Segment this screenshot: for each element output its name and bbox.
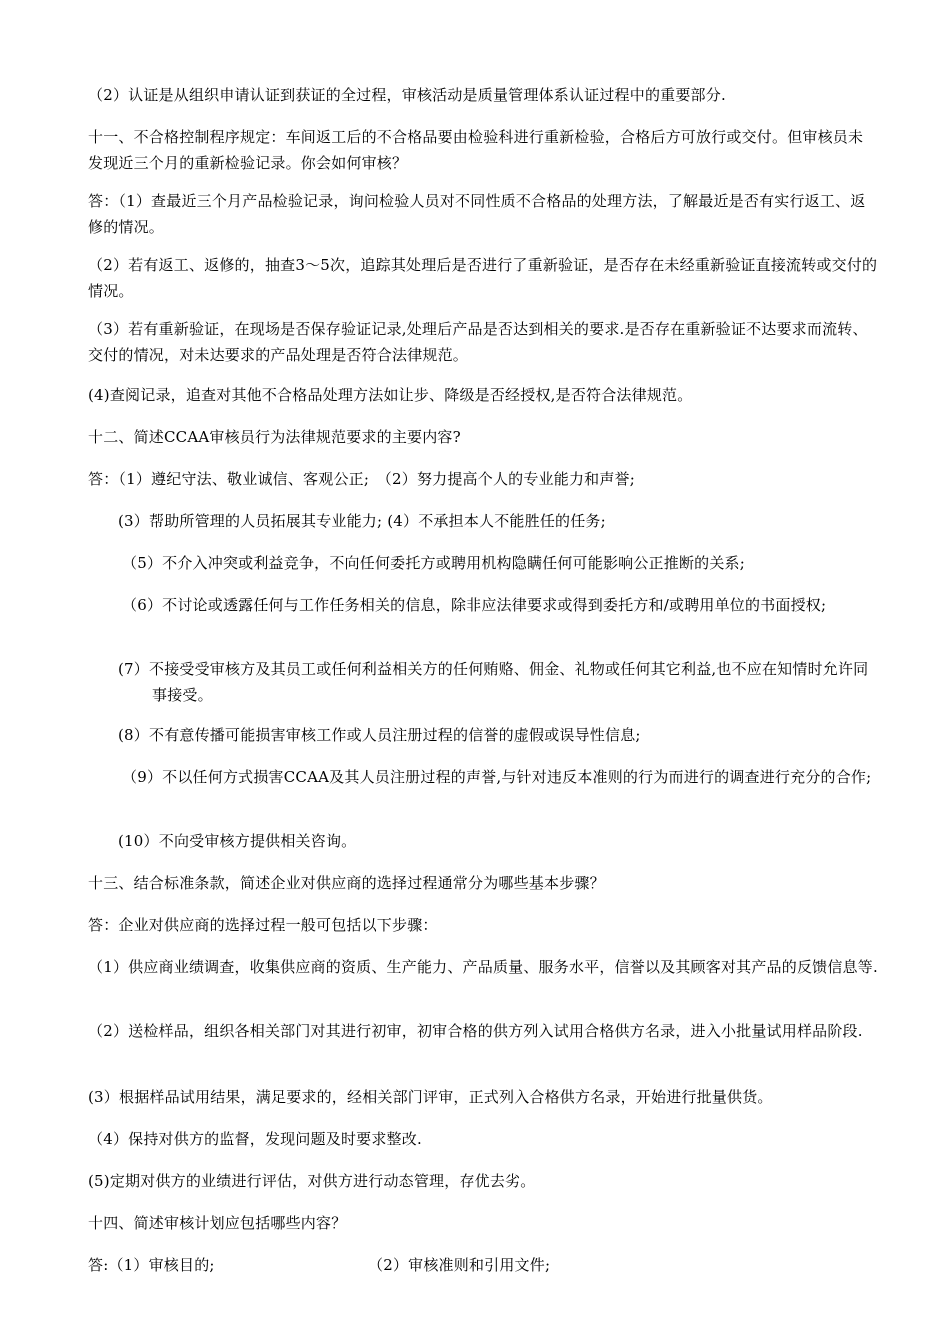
answer-11-step-2: （2）若有返工、返修的，抽查3～5次，追踪其处理后是否进行了重新验证，是否存在未经重新验证直接流转或交付的情况。	[88, 256, 878, 300]
answer-14-item-2: （2）审核准则和引用文件;	[368, 1256, 551, 1274]
answer-13-step-5: (5)定期对供方的业绩进行评估，对供方进行动态管理，存优去劣。	[88, 1172, 536, 1190]
answer-13-step-4: （4）保持对供方的监督，发现问题及时要求整改.	[88, 1130, 422, 1148]
answer-12-items-1-2: 答：（1）遵纪守法、敬业诚信、客观公正; （2）努力提高个人的专业能力和声誉;	[88, 470, 635, 488]
question-12: 十二、简述CCAA审核员行为法律规范要求的主要内容?	[88, 428, 461, 446]
answer-11-step-1: 答：（1）查最近三个月产品检验记录，询问检验人员对不同性质不合格品的处理方法，了解最近是否有实行返工、返修的情况。	[88, 192, 866, 236]
answer-12-items-3-4: (3）帮助所管理的人员拓展其专业能力; (4）不承担本人不能胜任的任务;	[118, 512, 606, 530]
answer-11-step-3: （3）若有重新验证，在现场是否保存验证记录,处理后产品是否达到相关的要求.是否存在重新验证不达要求而流转、交付的情况，对未达要求的产品处理是否符合法律规范。	[88, 320, 868, 364]
answer-11-step-4: (4)查阅记录，追查对其他不合格品处理方法如让步、降级是否经授权,是否符合法律规范。	[88, 386, 693, 404]
question-13: 十三、结合标准条款，简述企业对供应商的选择过程通常分为哪些基本步骤？	[88, 874, 605, 892]
answer-13-step-3: (3）根据样品试用结果，满足要求的，经相关部门评审，正式列入合格供方名录，开始进行批量供货。	[88, 1088, 773, 1106]
question-14: 十四、简述审核计划应包括哪些内容？	[88, 1214, 347, 1232]
answer-12-item-6: （6）不讨论或透露任何与工作任务相关的信息，除非应法律要求或得到委托方和/或聘用单位的书面授权;	[122, 596, 827, 614]
answer-14-item-1: 答:（1）审核目的;	[88, 1256, 215, 1274]
answer-13-intro: 答：企业对供应商的选择过程一般可包括以下步骤：	[88, 916, 438, 934]
answer-12-item-9: （9）不以任何方式损害CCAA及其人员注册过程的声誉,与针对违反本准则的行为而进行的调查进行充分的合作;	[122, 768, 872, 786]
answer-12-item-5: （5）不介入冲突或利益竞争，不向任何委托方或聘用机构隐瞒任何可能影响公正推断的关系;	[122, 554, 746, 572]
answer-13-step-2: （2）送检样品，组织各相关部门对其进行初审，初审合格的供方列入试用合格供方名录，进入小批量试用样品阶段.	[88, 1022, 863, 1040]
answer-12-item-8: (8）不有意传播可能损害审核工作或人员注册过程的信誉的虚假或误导性信息;	[118, 726, 641, 744]
question-11: 十一、不合格控制程序规定：车间返工后的不合格品要由检验科进行重新检验，合格后方可放行或交付。但审核员未发现近三个月的重新检验记录。你会如何审核？	[88, 128, 864, 172]
answer-12-item-7: (7）不接受受审核方及其员工或任何利益相关方的任何贿赂、佣金、礼物或任何其它利益,也不应在知情时允许同事接受。	[118, 660, 869, 704]
answer-12-item-10: (10）不向受审核方提供相关咨询。	[118, 832, 357, 850]
paragraph-certification-process: （2）认证是从组织申请认证到获证的全过程，审核活动是质量管理体系认证过程中的重要部分.	[88, 86, 726, 104]
answer-13-step-1: （1）供应商业绩调查，收集供应商的资质、生产能力、产品质量、服务水平，信誉以及其顾客对其产品的反馈信息等.	[88, 958, 878, 976]
